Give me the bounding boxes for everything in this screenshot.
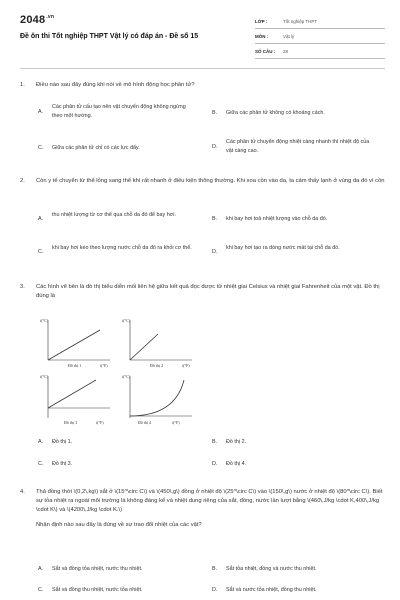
option-letter: A. xyxy=(38,216,44,222)
option-text: Sắt và đồng tỏa nhiệt, nước thu nhiệt. xyxy=(52,566,143,572)
meta-key: SỐ CÂU : xyxy=(255,48,276,54)
question-text: Thả đồng thời \(0,2\,kg\) sắt ở \(15^\circ C\) và \(450\,g\) đồng ở nhiệt độ \(25^\circ C\) vào \(150\,g\) nước ở nhiệt độ \(80^\circ C\). Biết sự tỏa nhiệt ra ngoài môi trường là không đáng kể và nhiệt dung riêng của sắt, đồng, nước lần lượt bằng \(460\,J/kg \cdot K,400\,J/kg \cdot K\) và \(4200\,J/kg \cdot K.\) xyxy=(36,489,383,513)
graph-caption: Đồ thị 1 xyxy=(68,363,82,368)
question-4 xyxy=(20,488,386,530)
graph-x-label: t(°F) xyxy=(100,363,108,368)
q2-option-c[interactable] xyxy=(38,244,193,253)
option-text: khi bay hơi kéo theo lượng nước chỗ da đó ra khỏi cơ thể. xyxy=(52,245,192,251)
q4-option-d[interactable] xyxy=(212,586,387,595)
q3-option-a[interactable] xyxy=(38,438,188,447)
option-text: Đồ thị 3. xyxy=(52,461,73,467)
q3-option-d[interactable] xyxy=(212,460,362,469)
option-text: Các phân tử cấu tạo nên vật chuyển động không ngừng theo một hướng. xyxy=(52,104,186,119)
q2-option-d[interactable] xyxy=(212,244,372,253)
meta-value: 28 xyxy=(283,48,289,54)
option-letter: B. xyxy=(212,110,218,116)
option-letter: C. xyxy=(38,461,44,467)
q3-option-c[interactable] xyxy=(38,460,188,469)
q1-option-b[interactable] xyxy=(212,109,387,118)
option-letter: A. xyxy=(38,566,44,572)
question-3 xyxy=(20,283,386,301)
graph-y-label: t(°C) xyxy=(122,374,131,379)
meta-row-subject xyxy=(255,29,385,44)
option-text: khi bay hơi toả nhiệt lượng vào chỗ da đó. xyxy=(226,216,328,222)
option-letter: C. xyxy=(38,145,44,151)
option-text: Đồ thị 1. xyxy=(52,439,73,445)
option-text: Đồ thị 2. xyxy=(226,439,247,445)
meta-row-count xyxy=(255,44,385,59)
graph-curve xyxy=(48,330,100,360)
q4-option-c[interactable] xyxy=(38,586,208,595)
q2-option-a[interactable] xyxy=(38,211,193,220)
option-text: Đồ thị 4. xyxy=(226,461,247,467)
meta-key: MÔN : xyxy=(255,33,269,39)
q1-option-c[interactable] xyxy=(38,144,188,153)
question-text: Điều nào sau đây đúng khi nói về mô hình động học phân tử? xyxy=(36,82,195,88)
header-divider xyxy=(20,68,385,69)
graph-y-label: t(°C) xyxy=(40,374,49,379)
document-title: Đề ôn thi Tốt nghiệp THPT Vật lý có đáp án - Đề số 15 xyxy=(20,33,199,40)
graph-curve xyxy=(130,380,184,416)
logo-text: 2048 xyxy=(20,14,46,26)
option-letter: D. xyxy=(212,249,218,255)
option-letter: A. xyxy=(38,109,44,115)
graph-caption: Đồ thị 3 xyxy=(64,420,78,425)
option-letter: A. xyxy=(38,439,44,445)
option-letter: B. xyxy=(212,216,218,222)
option-text: thu nhiệt lượng từ cơ thể qua chỗ da đó để bay hơi. xyxy=(52,212,176,218)
graph-2 xyxy=(120,316,200,374)
graph-x-label: t(°F) xyxy=(172,420,180,425)
question-text: Còn y tế chuyển từ thể lỏng sang thể khí rất nhanh ở điều kiện thông thường. Khi xoa cồn vào da, ta cảm thấy lạnh ở vùng da đó vì cồn xyxy=(36,178,385,184)
question-1 xyxy=(20,81,386,90)
question-2 xyxy=(20,177,386,186)
option-letter: D. xyxy=(212,587,218,593)
option-text: Các phân tử chuyển động nhiệt càng nhanh thì nhiệt độ của vật càng cao. xyxy=(226,139,370,154)
graph-caption: Đồ thị 2 xyxy=(150,363,164,368)
graph-curve xyxy=(130,334,158,360)
meta-row-class xyxy=(255,14,385,29)
logo-domain: .vn xyxy=(46,14,55,20)
option-text: Sắt và nước tỏa nhiệt, đồng thu nhiệt. xyxy=(226,587,317,593)
option-letter: B. xyxy=(212,566,218,572)
option-letter: B. xyxy=(212,439,218,445)
q4-option-a[interactable] xyxy=(38,565,208,574)
graph-1-svg xyxy=(38,316,118,374)
graph-4-svg xyxy=(120,372,200,432)
graph-y-label: t(°C) xyxy=(40,318,49,323)
question-number: 1. xyxy=(20,82,25,88)
meta-table xyxy=(255,14,385,59)
option-text: Sắt và đồng thu nhiệt, nước tỏa nhiệt. xyxy=(52,587,143,593)
graph-1 xyxy=(38,316,118,374)
graph-3-svg xyxy=(38,372,118,432)
question-number: 3. xyxy=(20,284,25,290)
graph-3 xyxy=(38,372,118,432)
graph-x-label: t(°F) xyxy=(182,363,190,368)
graph-x-label: t(°F) xyxy=(96,420,104,425)
option-letter: C. xyxy=(38,249,44,255)
option-letter: D. xyxy=(212,461,218,467)
q2-option-b[interactable] xyxy=(212,215,387,224)
question-text: Các hình vẽ bên là đồ thị biểu diễn mối liên hệ giữa kết quả đọc được từ nhiệt giai Celsius và nhiệt giai Fahrenheit của một vật. Đồ thị đúng là xyxy=(36,284,380,299)
option-letter: D. xyxy=(212,144,218,150)
site-logo[interactable] xyxy=(20,14,54,26)
q1-option-d[interactable] xyxy=(212,138,377,155)
graph-4 xyxy=(120,372,200,432)
graph-2-svg xyxy=(120,316,200,374)
question-prompt: Nhận định nào sau đây là đúng về sự trao đổi nhiệt của các vật? xyxy=(36,522,202,528)
meta-value: Tốt nghiệp THPT xyxy=(283,18,318,24)
graph-y-label: t(°C) xyxy=(122,318,131,323)
question-number: 2. xyxy=(20,178,25,184)
graph-curve xyxy=(48,380,96,408)
meta-value: Vật lý xyxy=(283,33,295,39)
graph-caption: Đồ thị 4 xyxy=(138,420,152,425)
option-letter: C. xyxy=(38,587,44,593)
option-text: Sắt tỏa nhiệt, đồng và nước thu nhiệt. xyxy=(226,566,317,572)
option-text: Giữa các phân tử chỉ có các lực đẩy. xyxy=(52,145,140,151)
question-number: 4. xyxy=(20,489,25,495)
q1-option-a[interactable] xyxy=(38,103,188,120)
meta-key: LỚP : xyxy=(255,18,268,24)
option-text: Giữa các phân tử không có khoảng cách. xyxy=(226,110,325,116)
option-text: khi bay hơi tạo ra dòng nước mát tại chỗ da đó. xyxy=(226,245,340,251)
q4-option-b[interactable] xyxy=(212,565,387,574)
q3-option-b[interactable] xyxy=(212,438,362,447)
